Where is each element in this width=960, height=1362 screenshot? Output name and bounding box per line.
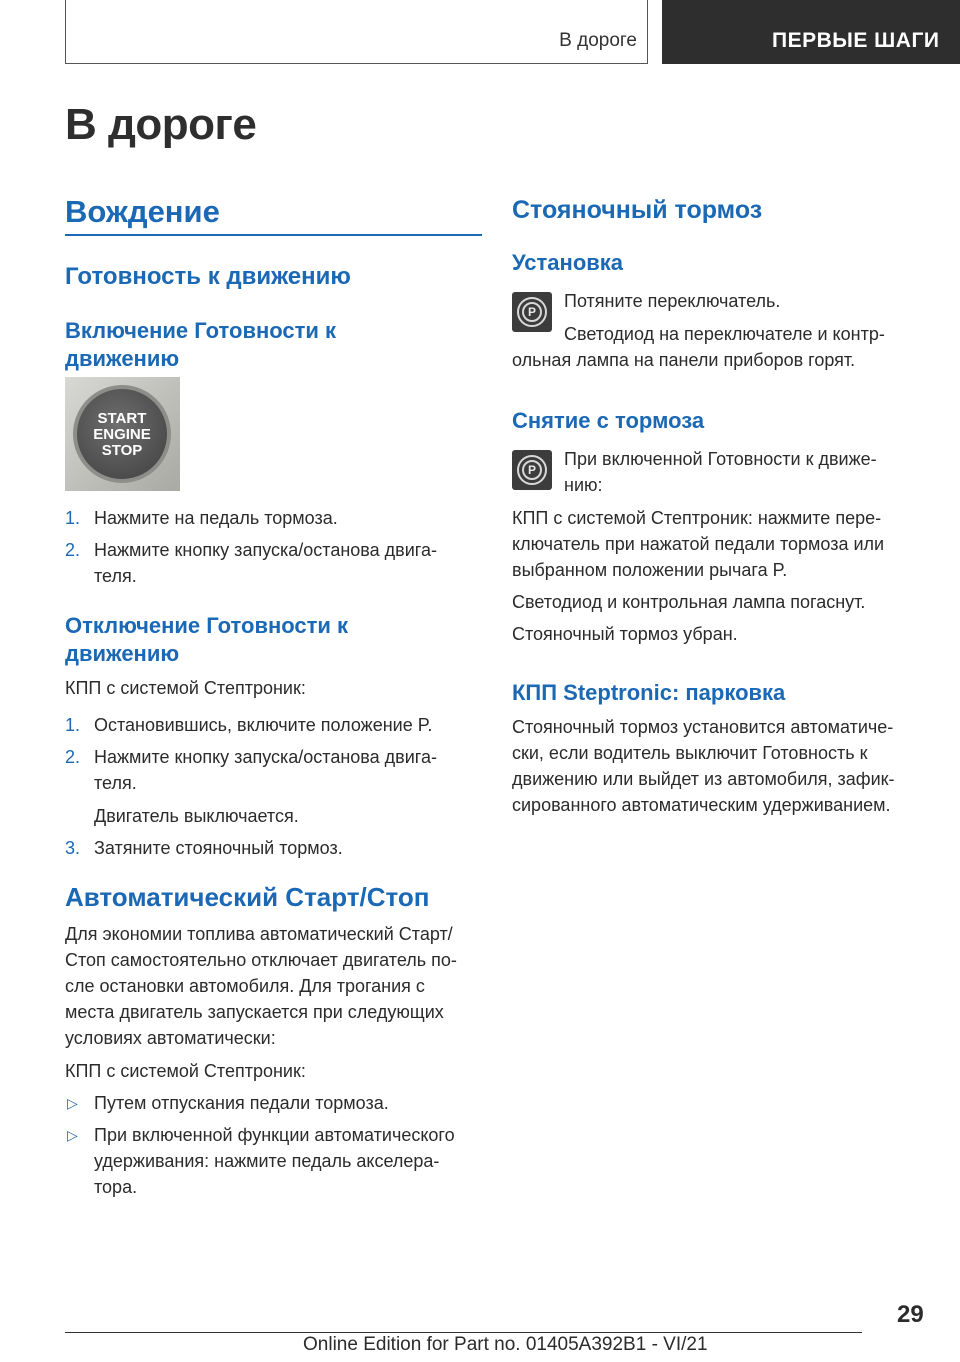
bullet-text-cont: удерживания: нажмите педаль акселера- xyxy=(94,1151,440,1171)
park-text: Стояночный тормоз установится автоматиче- xyxy=(512,717,894,737)
heading-set: Установка xyxy=(512,250,624,275)
stop-label: STOP xyxy=(101,442,143,459)
heading-steptronic-park: КПП Steptronic: парковка xyxy=(512,680,786,705)
footer-edition: Online Edition for Part no. 01405A392B1 - VI/21 xyxy=(303,1334,708,1355)
release-text: нию: xyxy=(564,475,603,495)
heading-ready: Готовность к движению xyxy=(65,263,351,290)
auto-text: Стоп самостоятельно отключает двигатель по- xyxy=(65,950,457,970)
step-text: Нажмите кнопку запуска/останова двига- xyxy=(94,540,437,560)
header-section-label: В дороге xyxy=(559,30,637,51)
auto-text: Для экономии топлива автоматический Старт/ xyxy=(65,924,453,944)
park-text: движению или выйдет из автомобиля, зафик- xyxy=(512,769,895,789)
release-para: Стояночный тормоз убран. xyxy=(512,624,738,644)
auto-intro: КПП с системой Стептроник: xyxy=(65,1061,306,1081)
parking-brake-icon: P xyxy=(512,450,552,490)
step-number: 1. xyxy=(65,508,81,528)
heading-ready-on-1: Включение Готовности к xyxy=(65,318,337,343)
release-para: Светодиод и контрольная лампа погаснут. xyxy=(512,592,866,612)
page-title: В дороге xyxy=(65,100,257,149)
set-text: Светодиод на переключателе и контр- xyxy=(564,324,885,344)
heading-ready-off-2: движению xyxy=(65,641,180,666)
heading-driving: Вождение xyxy=(65,194,220,229)
step-number: 2. xyxy=(65,540,81,560)
step-number: 2. xyxy=(65,747,81,767)
release-para: ключатель при нажатой педали тормоза или xyxy=(512,534,885,554)
step-number: 1. xyxy=(65,715,81,735)
set-text: Потяните переключатель. xyxy=(564,291,781,311)
engine-label: ENGINE xyxy=(93,426,151,443)
step-note: Двигатель выключается. xyxy=(94,806,299,826)
step-text-cont: теля. xyxy=(94,566,137,586)
start-label: START xyxy=(97,410,147,427)
footer-rule xyxy=(65,1332,862,1333)
bullet-text-cont: тора. xyxy=(94,1177,138,1197)
heading-auto-start-stop: Автоматический Старт/Стоп xyxy=(65,882,430,912)
step-text: Остановившись, включите положение P. xyxy=(94,715,433,735)
header-chapter-label: ПЕРВЫЕ ШАГИ xyxy=(772,29,940,52)
page-number: 29 xyxy=(897,1301,924,1328)
heading-rule xyxy=(65,234,482,236)
auto-text: места двигатель запускается при следующих xyxy=(65,1002,444,1022)
step-text: Затяните стояночный тормоз. xyxy=(94,838,343,858)
park-text: сированного автоматическим удерживанием. xyxy=(512,795,891,815)
release-para: выбранном положении рычага P. xyxy=(512,560,788,580)
set-text: ольная лампа на панели приборов горят. xyxy=(512,350,856,370)
release-para: КПП с системой Стептроник: нажмите пере- xyxy=(512,508,882,528)
step-text-cont: теля. xyxy=(94,773,137,793)
step-number: 3. xyxy=(65,838,81,858)
step-text: Нажмите кнопку запуска/останова двига- xyxy=(94,747,437,767)
step-text: Нажмите на педаль тормоза. xyxy=(94,508,338,528)
heading-ready-on-2: движению xyxy=(65,346,180,371)
auto-text: сле остановки автомобиля. Для трогания с xyxy=(65,976,425,996)
parking-brake-icon: P xyxy=(512,292,552,332)
heading-ready-off-1: Отключение Готовности к xyxy=(65,613,349,638)
auto-text: условиях автоматически: xyxy=(65,1028,276,1048)
start-stop-icon xyxy=(73,385,171,483)
park-text: ски, если водитель выключит Готовность к xyxy=(512,743,868,763)
bullet-text: Путем отпускания педали тормоза. xyxy=(94,1093,389,1113)
header-section-tab xyxy=(65,0,648,64)
release-text: При включенной Готовности к движе- xyxy=(564,449,877,469)
bullet-text: При включенной функции автоматического xyxy=(94,1125,455,1145)
heading-parking-brake: Стояночный тормоз xyxy=(512,196,763,224)
header-chapter-tab xyxy=(662,0,960,64)
heading-release: Снятие с тормоза xyxy=(512,408,705,433)
bullet-triangle-icon: ▷ xyxy=(67,1127,78,1143)
bullet-triangle-icon: ▷ xyxy=(67,1095,78,1111)
start-stop-button-image xyxy=(65,377,180,491)
off-intro: КПП с системой Стептроник: xyxy=(65,678,306,698)
